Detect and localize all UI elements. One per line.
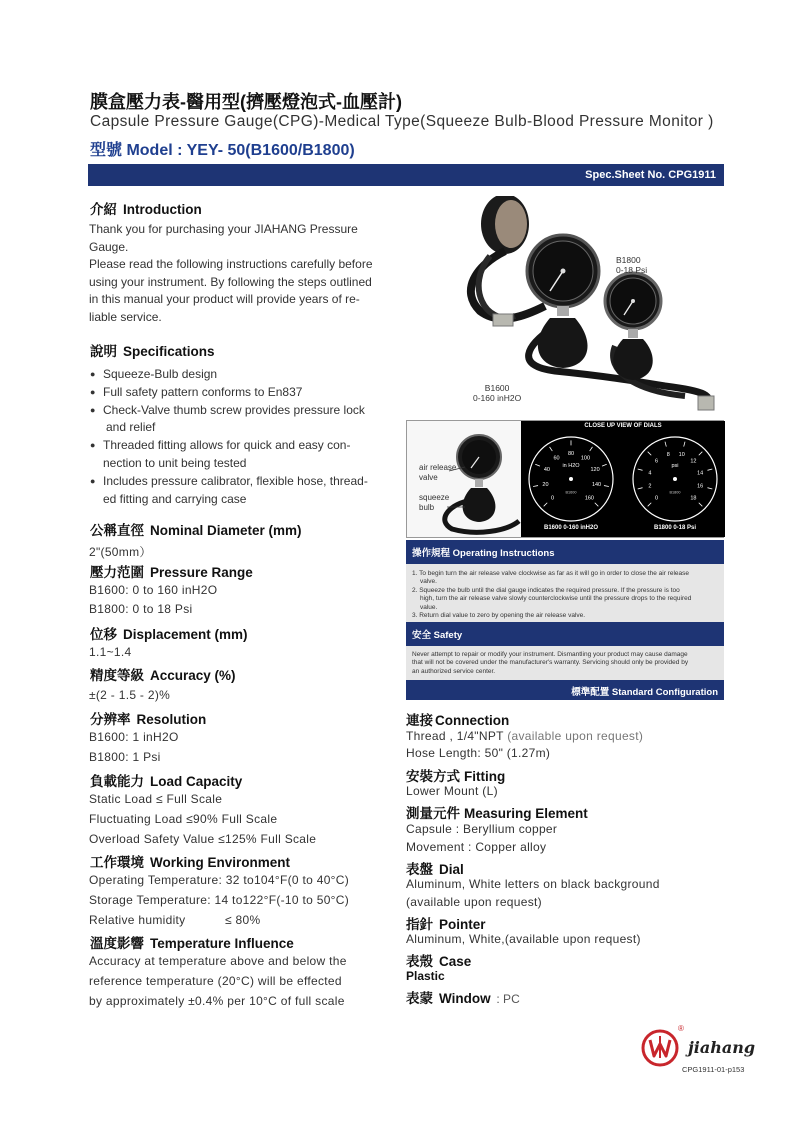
pressure-range-heading: 壓力范圍 Pressure Range xyxy=(90,565,253,580)
title-english: Capsule Pressure Gauge(CPG)-Medical Type(Squeeze Bulb-Blood Pressure Monitor ) xyxy=(90,113,714,130)
displacement-heading: 位移 Displacement (mm) xyxy=(90,627,248,642)
list-item: ● Check-Valve thumb screw provides pressure lock xyxy=(88,402,388,420)
dial-b1600-tick-label: 160 xyxy=(584,495,595,502)
list-item: ed fitting and carrying case xyxy=(103,491,247,506)
dial-b1600-brand: B1600 xyxy=(565,490,577,495)
dial-b1600-tick-label: 120 xyxy=(590,467,600,474)
closeup-title: CLOSE UP VIEW OF DIALS xyxy=(584,423,662,429)
dial-b1800-tick-label: 6 xyxy=(655,458,659,465)
list-item: ● Full safety pattern conforms to En837 xyxy=(88,384,388,402)
closeup-product-view xyxy=(407,421,521,537)
dial-b1800 xyxy=(633,437,717,521)
registered-mark: ® xyxy=(678,1024,684,1033)
document-code: CPG1911-01-p153 xyxy=(682,1065,745,1074)
dial-b1600-tick-label: 100 xyxy=(580,455,591,462)
resolution-b1800: B1800: 1 Psi xyxy=(89,750,161,764)
dial-b1800-tick-label: 12 xyxy=(690,458,697,465)
dial-b1800-tick-label: 4 xyxy=(648,470,652,477)
displacement-value: 1.1~1.4 xyxy=(89,645,132,659)
dial-material: Aluminum, White letters on black background xyxy=(406,877,660,891)
closeup-dials xyxy=(521,421,725,537)
accuracy-heading: 精度等級 Accuracy (%) xyxy=(90,668,236,683)
hose-length: Hose Length: 50" (1.27m) xyxy=(406,746,551,760)
squeeze-bulb-label: squeeze bulb xyxy=(419,493,450,512)
load-capacity-overload: Overload Safety Value ≤125% Full Scale xyxy=(89,832,317,846)
pointer-heading: 指針 Pointer xyxy=(406,917,486,932)
title-chinese: 膜盒壓力表-醫用型(擠壓燈泡式-血壓計) xyxy=(90,92,402,112)
temperature-influence-line: Accuracy at temperature above and below the xyxy=(89,954,347,968)
dial-b1600-tick-label: 0 xyxy=(551,495,555,502)
load-capacity-heading: 負載能力 Load Capacity xyxy=(90,774,243,789)
product-photo xyxy=(405,196,725,418)
case-value: Plastic xyxy=(406,969,445,983)
connection-thread: Thread , 1/4"NPT (available upon request) xyxy=(406,729,644,743)
model-number: 型號 Model : YEY- 50(B1600/B1800) xyxy=(90,142,355,159)
dial-b1600 xyxy=(529,437,613,521)
list-item: ● Threaded fitting allows for quick and easy con- xyxy=(88,437,388,455)
operating-instructions-heading: 操作規程 Operating Instructions xyxy=(406,540,724,564)
dial-b1600-tick-label: 40 xyxy=(543,467,551,474)
dial-b1800-tick-label: 16 xyxy=(697,483,704,490)
pointer-value: Aluminum, White,(available upon request) xyxy=(406,932,641,946)
introduction-text: Thank you for purchasing your JIAHANG Pressure Gauge. Please read the following instructions carefully before using your instrument. By following the steps outlined in this manual your product will provide years of re- liable service. xyxy=(89,222,373,324)
dial-b1600-tick-label: 20 xyxy=(542,482,549,489)
dial-b1600-tick-label: 60 xyxy=(553,455,560,462)
fitting-value: Lower Mount (L) xyxy=(406,784,498,798)
relative-humidity-value: ≤ 80% xyxy=(225,913,261,927)
window-value: : PC xyxy=(496,992,520,1006)
dial-b1800-tick-label: 2 xyxy=(648,483,652,490)
dial-b1800-caption: B1800 0-18 Psi xyxy=(653,525,697,531)
spec-sheet-number: Spec.Sheet No. CPG1911 xyxy=(585,169,716,181)
case-heading: 表殼 Case xyxy=(406,954,472,969)
dial-b1800-unit: psi xyxy=(671,463,679,470)
dial-b1800-tick-label: 0 xyxy=(655,495,659,502)
introduction-heading: 介紹 Introduction xyxy=(90,202,202,217)
gauge-product-illustration xyxy=(405,196,725,418)
dial-b1600-tick-label: 140 xyxy=(591,482,602,489)
jiahang-emblem-icon xyxy=(640,1028,686,1068)
temperature-influence-line: by approximately ±0.4% per 10°C of full scale xyxy=(89,994,345,1008)
dial-b1800-brand: B1800 xyxy=(669,490,681,495)
specifications-heading: 說明 Specifications xyxy=(90,344,215,359)
temperature-influence-line: reference temperature (20°C) will be effected xyxy=(89,974,342,988)
accuracy-value: ±(2 - 1.5 - 2)% xyxy=(89,688,171,702)
specifications-list xyxy=(88,366,388,508)
dial-b1600-unit: in H2O xyxy=(562,463,580,470)
dial-b1800-pivot xyxy=(673,477,677,481)
movement-material: Movement : Copper alloy xyxy=(406,840,547,854)
closeup-panel xyxy=(406,420,724,538)
safety-panel xyxy=(406,622,724,684)
dial-b1800-tick-label: 18 xyxy=(690,495,697,502)
spec-sheet-bar xyxy=(88,164,724,186)
nominal-diameter-heading: 公稱直徑 Nominal Diameter (mm) xyxy=(90,523,302,538)
capsule-material: Capsule : Beryllium copper xyxy=(406,822,558,836)
dial-heading: 表盤 Dial xyxy=(406,862,464,877)
temperature-influence-heading: 溫度影響 Temperature Influence xyxy=(90,936,294,951)
window-heading: 表蒙 Window : PC xyxy=(406,991,520,1006)
list-item: ● Includes pressure calibrator, flexible hose, thread- xyxy=(88,473,388,491)
load-capacity-static: Static Load ≤ Full Scale xyxy=(89,792,223,806)
dial-b1800-tick-label: 14 xyxy=(697,470,704,477)
measuring-element-heading: 測量元件 Measuring Element xyxy=(406,806,588,821)
storage-temperature: Storage Temperature: 14 to122°F(-10 to 50°C) xyxy=(89,893,350,907)
operating-instructions-text: 1. To begin turn the air release valve clockwise as far as it will go in order to close the air release valve. 2. Squeeze the bulb until the dial gauge indicates the required pressure. If the pressure is too high, turn the air release valve slowly counterclockwise until the pressure drops to the required value. 3. Return dial value to zero by opening the air release valve. xyxy=(406,564,724,628)
dial-b1600-tick-label: 80 xyxy=(567,450,575,457)
resolution-b1600: B1600: 1 inH2O xyxy=(89,730,179,744)
safety-text: Never attempt to repair or modify your instrument. Dismantling your product may cause damage that will not be covered under the manufacturer's warranty. Servicing should only be provided by an authorized service center. xyxy=(406,646,724,684)
dial-b1600-pivot xyxy=(569,477,573,481)
dial-b1800-tick-label: 10 xyxy=(678,451,685,458)
operating-temperature: Operating Temperature: 32 to104°F(0 to 40°C) xyxy=(89,873,350,887)
operating-instructions-panel xyxy=(406,540,724,628)
b1600-label: B1600 0-160 inH2O xyxy=(473,383,522,403)
resolution-heading: 分辨率 Resolution xyxy=(90,712,207,727)
air-release-valve-label: air release valve xyxy=(419,463,457,482)
nominal-diameter-value: 2"(50mm） xyxy=(89,545,152,559)
load-capacity-fluctuating: Fluctuating Load ≤90% Full Scale xyxy=(89,812,278,826)
pressure-range-b1600: B1600: 0 to 160 inH2O xyxy=(89,583,218,597)
b1800-label: B1800 0-18 Psi xyxy=(616,255,648,275)
dial-availability: (available upon request) xyxy=(406,895,542,909)
standard-configuration-bar: 標準配置 Standard Configuration xyxy=(406,680,724,700)
jiahang-wordmark: jiahang xyxy=(688,1038,756,1057)
dial-b1600-caption: B1600 0-160 inH2O xyxy=(543,525,599,531)
list-item: ● Squeeze-Bulb design xyxy=(88,366,388,384)
connection-heading: 連接 Connection xyxy=(406,713,510,728)
list-item: and relief xyxy=(106,420,156,435)
fitting-heading: 安裝方式 Fitting xyxy=(406,769,506,784)
dial-b1800-tick-label: 8 xyxy=(666,451,670,458)
safety-heading: 安全 Safety xyxy=(406,622,724,646)
closeup-dials-area xyxy=(521,421,725,537)
relative-humidity-label: Relative humidity xyxy=(89,913,186,927)
list-item: nection to unit being tested xyxy=(103,455,247,470)
pressure-range-b1800: B1800: 0 to 18 Psi xyxy=(89,602,193,616)
working-environment-heading: 工作環境 Working Environment xyxy=(90,855,291,870)
